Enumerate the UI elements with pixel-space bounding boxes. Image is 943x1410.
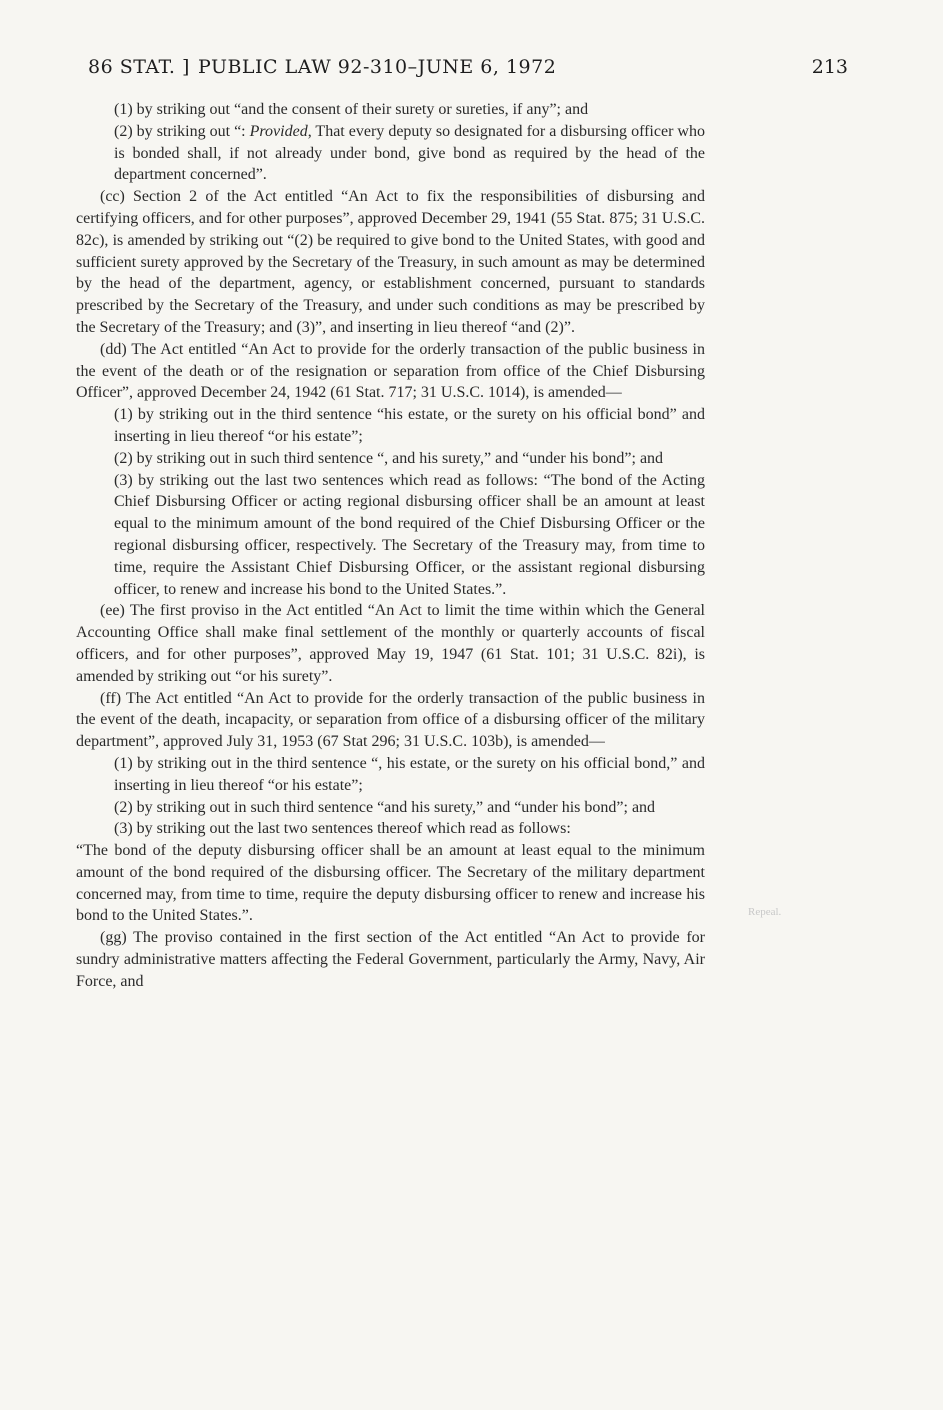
paragraph: (3) by striking out the last two sentences thereof which read as follows:	[114, 820, 571, 838]
paragraph: (dd) The Act entitled “An Act to provide for the orderly transaction of the public business in the event of the death or of the resignation or separation from office of the Chief Disbursing Officer”, approved December 24, 1942 (61 Stat. 717; 31 U.S.C. 1014), is amended—	[76, 340, 705, 402]
paragraph: (2) by striking out in such third sentence “and his surety,” and “under his bond”; and	[114, 798, 656, 816]
page-number: 213	[811, 56, 848, 78]
law-title: PUBLIC LAW 92-310–JUNE 6, 1972	[198, 56, 557, 78]
stat-reference: 86 STAT. ]	[88, 56, 190, 78]
paragraph: (ee) The first proviso in the Act entitled “An Act to limit the time within which the General Accounting Office shall make final settlement of the monthly or quarterly accounts of fiscal officers, and for other purposes”, approved May 19, 1947 (61 Stat. 101; 31 U.S.C. 82i), is amended by striking out “or his surety”.	[76, 602, 705, 685]
paragraph: “The bond of the deputy disbursing officer shall be an amount at least equal to the minimum amount of the bond required of the disbursing officer. The Secretary of the military department concerned may, from time to time, require the deputy disbursing officer to renew and increase his bond to the United States.”.	[76, 842, 705, 925]
paragraph: (2) by striking out “: Provided, That every deputy so designated for a disbursing officer who is bonded shall, if not already under bond, give bond as required by the head of the department concerned”.	[114, 122, 705, 184]
paragraph: (1) by striking out in the third sentence “his estate, or the surety on his official bond” and inserting in lieu thereof “or his estate”;	[114, 406, 705, 445]
paragraph: (1) by striking out in the third sentence “, his estate, or the surety on his official bond,” and inserting in lieu thereof “or his estate”;	[114, 754, 705, 794]
paragraph: (2) by striking out in such third sentence “, and his surety,” and “under his bond”; and	[114, 449, 664, 467]
body-text	[76, 99, 705, 993]
paragraph: (ff) The Act entitled “An Act to provide for the orderly transaction of the public business in the event of the death, incapacity, or separation from office of a disbursing officer of the military department”, approved July 31, 1953 (67 Stat 296; 31 U.S.C. 103b), is amended—	[76, 689, 705, 751]
margin-note: Repeal.	[748, 906, 782, 918]
paragraph: (gg) The proviso contained in the first section of the Act entitled “An Act to provide for sundry administrative matters affecting the Federal Government, particularly the Army, Navy, Air Force, and	[76, 929, 705, 990]
paragraph: (3) by striking out the last two sentences which read as follows: “The bond of the Acting Chief Disbursing Officer or acting regional disbursing officer shall be an amount at least equal to the minimum amount of the bond required of the Chief Disbursing Officer or the regional disbursing officer, respectively. The Secretary of the Treasury may, from time to time, require the Assistant Chief Disbursing Officer, or the assistant regional disbursing officer, to renew and increase his bond to the United States.”.	[114, 471, 705, 598]
paragraph: (cc) Section 2 of the Act entitled “An Act to fix the responsibilities of disbursing and certifying officers, and for other purposes”, approved December 29, 1941 (55 Stat. 875; 31 U.S.C. 82c), is amended by striking out “(2) be required to give bond to the United States, with good and sufficient surety approved by the Secretary of the Treasury, in such amount as may be determined by the head of the department, agency, or establishment concerned, pursuant to standards prescribed by the Secretary of the Treasury, and under such conditions as may be prescribed by the Secretary of the Treasury; and (3)”, and inserting in lieu thereof “and (2)”.	[76, 188, 705, 336]
paragraph: (1) by striking out “and the consent of their surety or sureties, if any”; and	[114, 101, 589, 118]
running-header	[88, 56, 848, 86]
